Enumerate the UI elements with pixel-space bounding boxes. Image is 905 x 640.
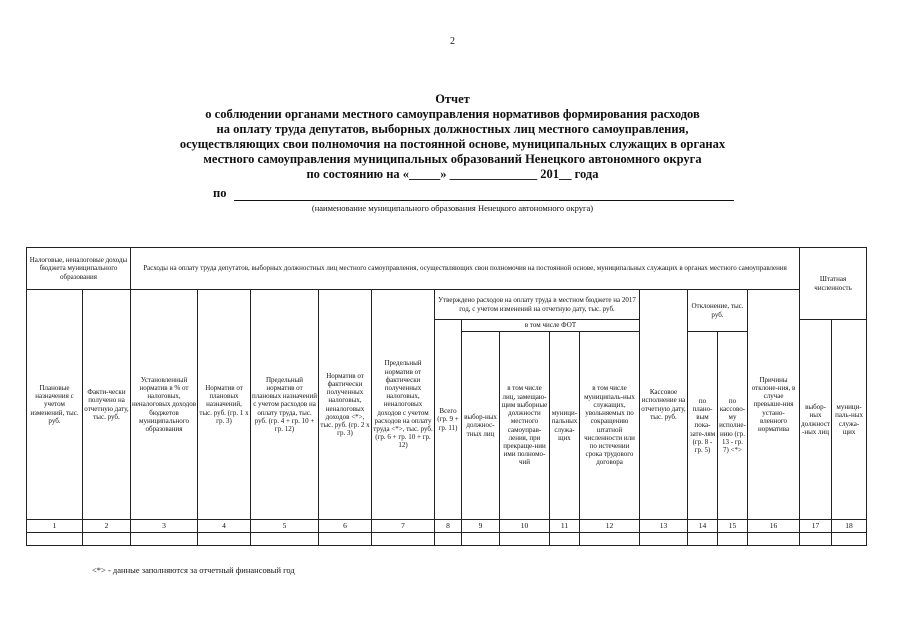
data-cell[interactable]: [251, 533, 319, 546]
header-labor-expenses: Расходы на оплату труда депутатов, выборных должностных лиц местного самоуправления, осуществляющих свои полномочия на постоянной основе, муниципальных служащих в органах местного самоуправления: [131, 248, 800, 290]
data-cell[interactable]: [462, 533, 500, 546]
data-entry-row: [27, 533, 867, 546]
data-cell[interactable]: [580, 533, 640, 546]
col-3-header: Установленный норматив в % от налоговых, неналоговых доходов бюджетов муниципального образования: [131, 290, 198, 520]
data-cell[interactable]: [500, 533, 550, 546]
col-13-header: Кассовое исполнение на отчетную дату, тыс. руб.: [640, 290, 688, 520]
col-12-header: в том числе муниципаль-ных служащих, увольняемых по сокращению штатной численности или по истечении срока трудового договора: [580, 332, 640, 520]
header-staff-count: Штатная численность: [800, 248, 867, 320]
column-number: 11: [550, 520, 580, 533]
column-number: 6: [319, 520, 372, 533]
data-cell[interactable]: [800, 533, 832, 546]
report-table: [26, 247, 867, 546]
header-deviation: Отклонение, тыс. руб.: [688, 290, 748, 332]
col-1-header: Плановые назначения с учетом изменений, тыс. руб.: [27, 290, 83, 520]
col-9-header: выбор-ных должнос-тных лиц: [462, 332, 500, 520]
col-7-header: Предельный норматив от фактически полученных налоговых, неналоговых доходов с учетом расходов на оплату труда <*>, тыс. руб. (гр. 6 + гр. 10 + гр. 12): [372, 290, 435, 520]
header-fot: в том числе ФОТ: [462, 320, 640, 332]
data-cell[interactable]: [550, 533, 580, 546]
data-cell[interactable]: [688, 533, 718, 546]
header-tax-revenues: Налоговые, неналоговые доходы бюджета муниципального образования: [27, 248, 131, 290]
data-cell[interactable]: [372, 533, 435, 546]
data-cell[interactable]: [435, 533, 462, 546]
col-5-header: Предельный норматив от плановых назначений с учетом расходов на оплату труда, тыс. руб. (гр. 4 + гр. 10 + гр. 12): [251, 290, 319, 520]
column-number: 10: [500, 520, 550, 533]
title-line-3: на оплату труда депутатов, выборных должностных лиц местного самоуправления,: [216, 122, 689, 136]
column-number: 3: [131, 520, 198, 533]
title-line-1: Отчет: [435, 92, 470, 106]
title-line-5: местного самоуправления муниципальных образований Ненецкого автономного округа: [203, 152, 702, 166]
municipality-name-field[interactable]: [234, 200, 734, 201]
report-title: [0, 92, 905, 182]
col-16-header: Причины отклоне-ния, в случае превыше-ния устано-вленного норматива: [748, 290, 800, 520]
data-cell[interactable]: [131, 533, 198, 546]
data-cell[interactable]: [748, 533, 800, 546]
column-number: 2: [83, 520, 131, 533]
column-number: 8: [435, 520, 462, 533]
column-number: 18: [832, 520, 867, 533]
column-number: 14: [688, 520, 718, 533]
municipality-name-caption: (наименование муниципального образования Ненецкого автономного округа): [311, 203, 594, 213]
data-cell[interactable]: [27, 533, 83, 546]
title-line-2: о соблюдении органами местного самоуправления нормативов формирования расходов: [205, 107, 700, 121]
column-number: 1: [27, 520, 83, 533]
column-number: 17: [800, 520, 832, 533]
col-6-header: Норматив от фактически полученных налоговых, неналоговых доходов <*>, тыс. руб. (гр. 2 х гр. 3): [319, 290, 372, 520]
col-8-header: Всего (гр. 9 + гр. 11): [435, 320, 462, 520]
column-number: 15: [718, 520, 748, 533]
col-11-header: муници-пальных служа-щих: [550, 332, 580, 520]
po-label: по: [213, 186, 227, 200]
data-cell[interactable]: [718, 533, 748, 546]
data-cell[interactable]: [640, 533, 688, 546]
column-number: 12: [580, 520, 640, 533]
col-18-header: муници-паль-ных служа-щих: [832, 320, 867, 520]
title-line-6: по состоянию на «_____» ______________ 201__ года: [306, 167, 599, 181]
data-cell[interactable]: [198, 533, 251, 546]
page-number: 2: [450, 36, 455, 47]
col-2-header: Факти-чески получено на отчетную дату, тыс. руб.: [83, 290, 131, 520]
title-line-4: осуществляющих свои полномочия на постоянной основе, муниципальных служащих в органах: [179, 137, 726, 151]
column-number: 13: [640, 520, 688, 533]
col-15-header: по кассово-му исполне-нию (гр. 13 - гр. 7) <*>: [718, 332, 748, 520]
data-cell[interactable]: [83, 533, 131, 546]
data-cell[interactable]: [319, 533, 372, 546]
data-cell[interactable]: [832, 533, 867, 546]
header-approved-expenses: Утверждено расходов на оплату труда в местном бюджете на 2017 год, с учетом изменений на отчетную дату, тыс. руб.: [435, 290, 640, 320]
column-number: 4: [198, 520, 251, 533]
col-17-header: выбор-ных должност-ных лиц: [800, 320, 832, 520]
col-14-header: по плано-вым пока-зате-лям (гр. 8 - гр. 5): [688, 332, 718, 520]
column-number-row: [27, 520, 867, 533]
column-number: 9: [462, 520, 500, 533]
col-4-header: Норматив от плановых назначений, тыс. руб. (гр. 1 х гр. 3): [198, 290, 251, 520]
footnote: <*> - данные заполняются за отчетный финансовый год: [92, 565, 295, 575]
column-number: 5: [251, 520, 319, 533]
col-10-header: в том числе лиц, замещаю-щим выборные должности местного самоуправ-ления, при прекраще-нии ими полномо-чий: [500, 332, 550, 520]
column-number: 16: [748, 520, 800, 533]
column-number: 7: [372, 520, 435, 533]
